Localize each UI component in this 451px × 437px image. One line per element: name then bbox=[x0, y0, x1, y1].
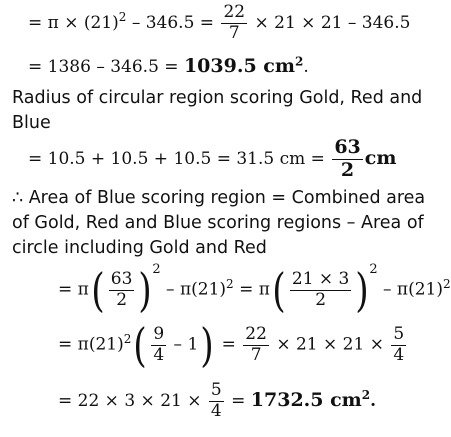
exponent: 2 bbox=[294, 54, 304, 69]
numerator: 21 × 3 bbox=[291, 268, 350, 289]
result-value: 1039.5 cm bbox=[183, 55, 295, 77]
exponent: 2 bbox=[361, 388, 371, 403]
left-paren: ( bbox=[133, 318, 148, 372]
expr-text: = 10.5 + 10.5 + 10.5 = 31.5 cm = bbox=[28, 148, 331, 169]
numerator: 5 bbox=[210, 380, 222, 400]
equation-line-3 bbox=[28, 138, 396, 181]
numerator: 9 bbox=[153, 323, 165, 344]
fraction bbox=[221, 4, 247, 43]
right-paren: ) bbox=[355, 263, 370, 317]
equation-line-2 bbox=[28, 55, 309, 77]
paragraph-radius-b: Blue bbox=[12, 113, 51, 133]
fraction bbox=[290, 268, 352, 310]
fraction bbox=[391, 323, 406, 365]
expr-text: – π(21) bbox=[160, 279, 227, 300]
expr-text: – π(21) bbox=[377, 279, 443, 300]
exponent: 2 bbox=[226, 276, 234, 291]
denominator: 4 bbox=[153, 344, 165, 365]
period: . bbox=[303, 57, 309, 77]
numerator: 63 bbox=[334, 136, 361, 158]
denominator: 2 bbox=[116, 289, 128, 310]
expr-text: – 1 bbox=[168, 334, 199, 355]
denominator: 2 bbox=[315, 289, 327, 310]
fraction bbox=[209, 382, 224, 421]
expr-text: = bbox=[225, 390, 251, 411]
expr-text: × 21 × 21 × bbox=[270, 334, 390, 355]
result-value: 1732.5 cm bbox=[250, 388, 362, 411]
expr-text: = 1386 – 346.5 = bbox=[28, 57, 184, 77]
expr-text: = 22 × 3 × 21 × bbox=[58, 390, 207, 411]
fraction bbox=[243, 323, 269, 365]
unit: cm bbox=[364, 146, 397, 169]
paragraph-radius-a: Radius of circular region scoring Gold, Red and bbox=[12, 88, 423, 108]
equation-line-1 bbox=[28, 4, 410, 43]
numerator: 22 bbox=[223, 2, 246, 22]
exponent: 2 bbox=[118, 10, 127, 25]
expr-text: = π bbox=[58, 279, 89, 300]
left-paren: ( bbox=[272, 263, 286, 317]
paragraph-area-c: circle including Gold and Red bbox=[12, 238, 267, 258]
numerator: 63 bbox=[110, 268, 133, 289]
expr-text: = bbox=[216, 334, 242, 355]
paragraph-area-b: of Gold, Red and Blue scoring regions – Area of bbox=[12, 213, 424, 233]
numerator: 5 bbox=[393, 323, 405, 344]
equation-line-6 bbox=[58, 382, 376, 421]
right-paren: ) bbox=[138, 263, 153, 317]
period: . bbox=[370, 390, 377, 411]
numerator: 22 bbox=[245, 323, 267, 344]
exponent: 2 bbox=[443, 276, 451, 291]
exponent: 2 bbox=[369, 261, 378, 277]
expr-text: = π × (21) bbox=[28, 12, 119, 33]
equation-line-5 bbox=[58, 318, 408, 372]
expr-text: × 21 × 21 – 346.5 bbox=[254, 12, 411, 33]
equation-line-4 bbox=[58, 261, 451, 317]
expr-text: – 346.5 = bbox=[126, 12, 220, 33]
exponent: 2 bbox=[152, 261, 161, 277]
expr-text: = π(21) bbox=[58, 334, 124, 355]
denominator: 2 bbox=[340, 158, 355, 181]
exponent: 2 bbox=[123, 331, 132, 346]
paragraph-area-a: ∴ Area of Blue scoring region = Combined area bbox=[12, 188, 426, 208]
denominator: 7 bbox=[250, 344, 262, 365]
fraction bbox=[332, 138, 362, 181]
right-paren: ) bbox=[200, 318, 214, 372]
fraction bbox=[109, 268, 135, 310]
fraction bbox=[151, 323, 166, 365]
denominator: 7 bbox=[228, 22, 240, 43]
left-paren: ( bbox=[91, 263, 105, 317]
expr-text: = π bbox=[233, 279, 270, 300]
denominator: 4 bbox=[393, 344, 405, 365]
denominator: 4 bbox=[210, 400, 222, 421]
